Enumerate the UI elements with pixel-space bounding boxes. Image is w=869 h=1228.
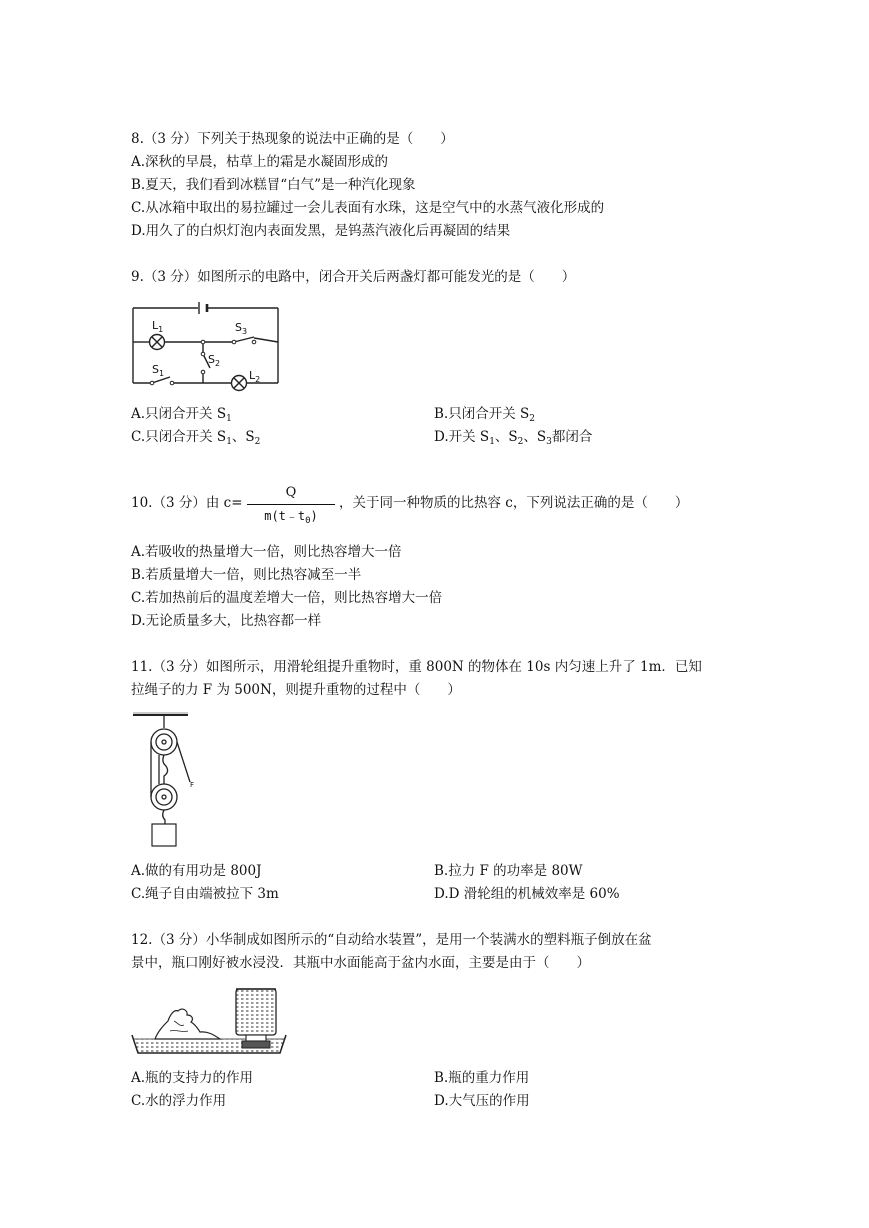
- q11-option-b: B.拉力 F 的功率是 80W: [434, 863, 583, 879]
- q12-stem-line2: 景中，瓶口刚好被水浸没．其瓶中水面能高于盆内水面，主要是由于（ ）: [131, 955, 590, 971]
- q11-option-d: D.D 滑轮组的机械效率是 60%: [434, 886, 620, 902]
- label-l2: $L_2$: [249, 369, 261, 384]
- q9-option-d: D.开关 $S_1$、$S_2$、$S_3$都闭合: [434, 429, 593, 447]
- q10-option-d: D.无论质量多大，比热容都一样: [131, 613, 322, 629]
- label-s3: $S_3$: [235, 321, 248, 336]
- q10-option-c: C.若加热前后的温度差增大一倍，则比热容增大一倍: [131, 590, 443, 606]
- label-s1: $S_1$: [152, 363, 165, 378]
- q9-stem: 9.（3 分）如图所示的电路中，闭合开关后两盏灯都可能发光的是（ ）: [131, 269, 576, 285]
- circuit-diagram: [128, 300, 288, 395]
- pulley-diagram: [128, 710, 198, 850]
- q8-option-a: A.深秋的早晨，枯草上的霜是水凝固形成的: [131, 154, 389, 170]
- formula-numerator: Q: [285, 485, 297, 500]
- q10-stem-prefix: 10.（3 分）由 c=: [131, 495, 243, 511]
- q10-option-a: A.若吸收的热量增大一倍，则比热容增大一倍: [131, 544, 402, 560]
- q9-option-b: B.只闭合开关 $S_2$: [434, 406, 535, 424]
- q12-stem-line1: 12.（3 分）小华制成如图所示的“自动给水装置”，是用一个装满水的塑料瓶子倒放在盆: [131, 932, 652, 948]
- q10-option-b: B.若质量增大一倍，则比热容减至一半: [131, 567, 362, 583]
- q11-option-c: C.绳子自由端被拉下 3m: [131, 886, 279, 902]
- q10-stem-suffix: ，关于同一种物质的比热容 c，下列说法正确的是（ ）: [339, 495, 689, 511]
- q12-option-b: B.瓶的重力作用: [434, 1070, 530, 1086]
- q8-option-c: C.从冰箱中取出的易拉罐过一会儿表面有水珠，这是空气中的水蒸气液化形成的: [131, 200, 605, 216]
- q12-option-a: A.瓶的支持力的作用: [131, 1070, 254, 1086]
- q8-option-d: D.用久了的白炽灯泡内表面发黑，是钨蒸汽液化后再凝固的结果: [131, 223, 511, 239]
- specific-heat-formula: [247, 484, 335, 525]
- q12-option-d: D.大气压的作用: [434, 1093, 530, 1109]
- q9-option-a: A.只闭合开关 $S_1$: [131, 406, 232, 424]
- force-label: F: [190, 781, 195, 789]
- q11-option-a: A.做的有用功是 800J: [131, 863, 262, 879]
- water-feeder-diagram: [130, 985, 290, 1057]
- q11-stem-line2: 拉绳子的力 F 为 500N，则提升重物的过程中（ ）: [131, 682, 461, 698]
- q9-option-c: C.只闭合开关 $S_1$、$S_2$: [131, 429, 261, 447]
- q11-stem-line1: 11.（3 分）如图所示，用滑轮组提升重物时，重 800N 的物体在 10s 内匀速上升了 1m．已知: [131, 659, 702, 675]
- label-l1: $L_1$: [152, 319, 164, 334]
- label-s2: $S_2$: [208, 353, 221, 368]
- q8-stem: 8.（3 分）下列关于热现象的说法中正确的是（ ）: [131, 131, 454, 147]
- q8-option-b: B.夏天，我们看到冰糕冒“白气”是一种汽化现象: [131, 177, 416, 193]
- q12-option-c: C.水的浮力作用: [131, 1093, 227, 1109]
- formula-denominator: $m(t﹣t_0)$: [264, 509, 318, 526]
